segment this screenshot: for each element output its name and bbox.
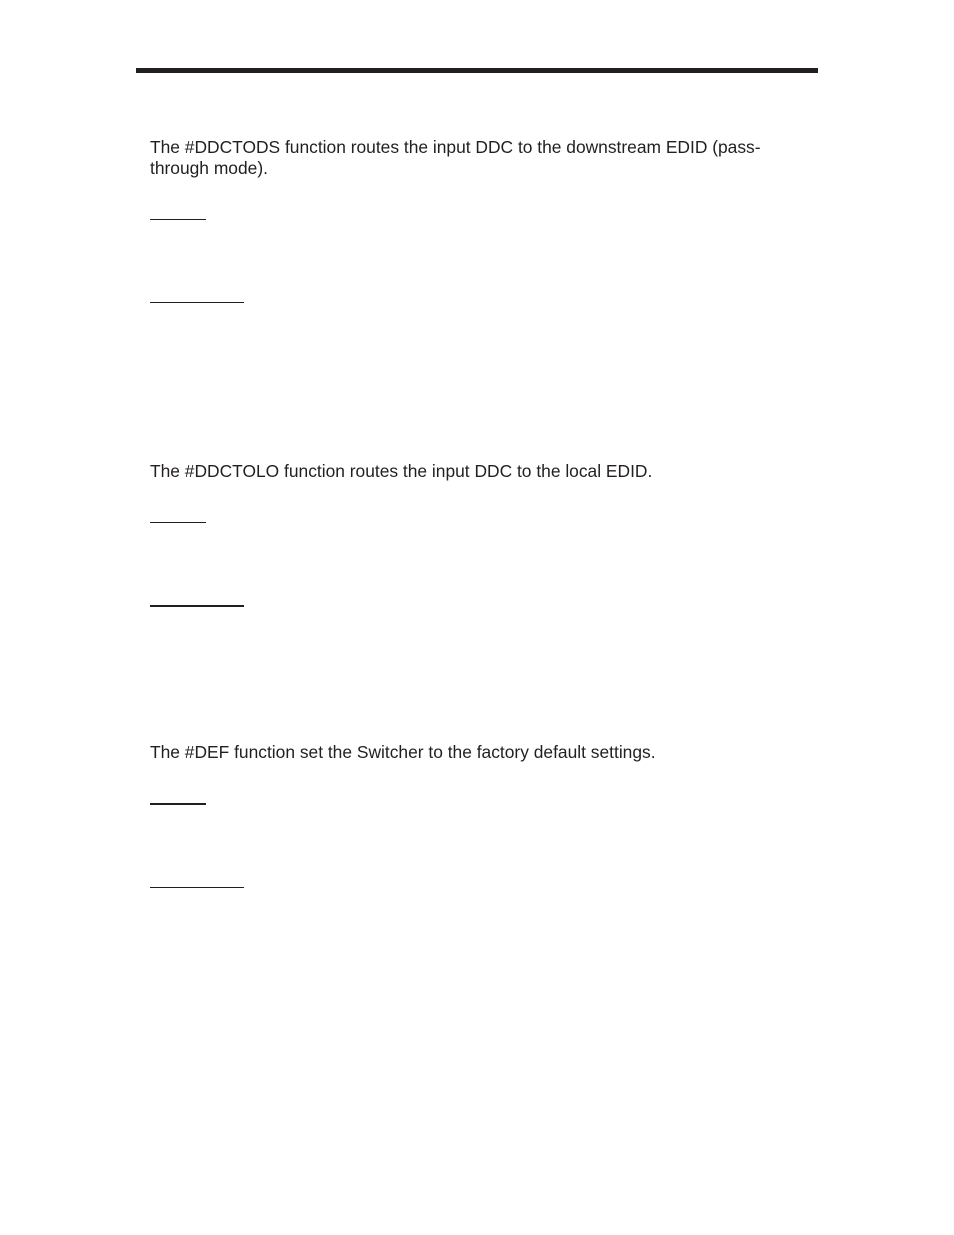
- ddctods-description: The #DDCTODS function routes the input DDC to the downstream EDID (pass-through mode).: [150, 137, 761, 178]
- ddctolo-parameters-heading-rule: [150, 605, 244, 607]
- ddctods-parameters-heading-rule: [150, 302, 244, 303]
- ddctods-syntax-heading-rule: [150, 219, 206, 220]
- ddctolo-syntax-heading-rule: [150, 522, 206, 523]
- header-rule: [136, 68, 818, 73]
- def-parameters-heading-rule: [150, 887, 244, 888]
- ddctolo-description: The #DDCTOLO function routes the input DDC to the local EDID.: [150, 461, 653, 481]
- def-description: The #DEF function set the Switcher to the factory default settings.: [150, 742, 656, 762]
- def-syntax-heading-rule: [150, 803, 206, 805]
